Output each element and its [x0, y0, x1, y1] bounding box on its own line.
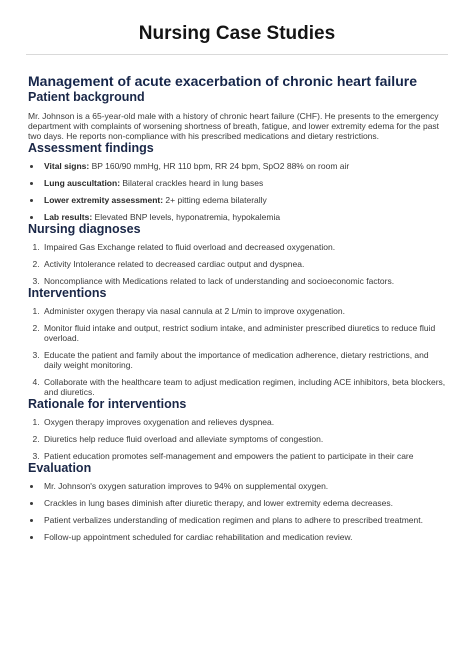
assessment-item-lung-auscultation	[42, 178, 448, 188]
rationale-item: 3. Patient education promotes self-management and empowers the patient to participate in their care	[42, 451, 448, 461]
assessment-item-text: Bilateral crackles heard in lung bases	[120, 178, 264, 188]
intervention-item: 4. Collaborate with the healthcare team to adjust medication regimen, including ACE inhibitors, beta blockers, and diuretics.	[42, 377, 448, 397]
intervention-item: 2. Monitor fluid intake and output, restrict sodium intake, and administer prescribed diuretics to reduce fluid overload.	[42, 323, 448, 343]
evaluation-list	[26, 481, 448, 542]
diagnosis-item: 2. Activity Intolerance related to decreased cardiac output and dyspnea.	[42, 259, 448, 269]
assessment-item-text: 2+ pitting edema bilaterally	[163, 195, 267, 205]
evaluation-item: • Follow-up appointment scheduled for cardiac rehabilitation and medication review.	[42, 532, 448, 542]
assessment-item-text: Elevated BNP levels, hyponatremia, hypokalemia	[92, 212, 281, 222]
interventions-heading: Interventions	[28, 286, 107, 300]
intervention-item: 1. Administer oxygen therapy via nasal cannula at 2 L/min to improve oxygenation.	[42, 306, 448, 316]
document-title: Nursing Case Studies	[138, 23, 336, 44]
title-divider	[26, 54, 448, 55]
intervention-item: 3. Educate the patient and family about the importance of medication adherence, dietary restrictions, and daily weight monitoring.	[42, 350, 448, 370]
evaluation-item: • Patient verbalizes understanding of medication regimen and plans to adhere to prescribed treatment.	[42, 515, 448, 525]
nursing-diagnoses-list	[26, 242, 448, 286]
assessment-item-vital-signs	[42, 161, 448, 171]
nursing-diagnoses-heading: Nursing diagnoses	[28, 222, 141, 236]
assessment-item-label: Vital signs:	[44, 161, 90, 171]
assessment-item-lab-results	[42, 212, 448, 222]
assessment-item-text: BP 160/90 mmHg, HR 110 bpm, RR 24 bpm, SpO2 88% on room air	[89, 161, 350, 171]
evaluation-heading: Evaluation	[28, 461, 92, 475]
assessment-item-lower-extremity	[42, 195, 448, 205]
evaluation-item: • Mr. Johnson's oxygen saturation improves to 94% on supplemental oxygen.	[42, 481, 448, 491]
assessment-item-label: Lower extremity assessment:	[44, 195, 164, 205]
patient-background-text: Mr. Johnson is a 65-year-old male with a history of chronic heart failure (CHF). He presents to the emergency department with complaints of worsening shortness of breath, fatigue, and lower extremity edema for the past two days. He reports non-compliance with his prescribed medications and dietary restrictions.	[28, 111, 440, 141]
diagnosis-item: 3. Noncompliance with Medications related to lack of understanding and socioeconomic factors.	[42, 276, 448, 286]
rationale-heading: Rationale for interventions	[28, 397, 187, 411]
evaluation-item: • Crackles in lung bases diminish after diuretic therapy, and lower extremity edema decreases.	[42, 498, 448, 508]
assessment-findings-list	[26, 161, 448, 222]
assessment-item-label: Lung auscultation:	[44, 178, 121, 188]
rationale-item: 1. Oxygen therapy improves oxygenation and relieves dyspnea.	[42, 417, 448, 427]
patient-background-heading: Patient background	[28, 90, 145, 104]
rationale-item: 2. Diuretics help reduce fluid overload and alleviate symptoms of congestion.	[42, 434, 448, 444]
assessment-item-label: Lab results:	[44, 212, 93, 222]
diagnosis-item: 1. Impaired Gas Exchange related to fluid overload and decreased oxygenation.	[42, 242, 448, 252]
case-title: Management of acute exacerbation of chronic heart failure	[28, 73, 417, 89]
rationale-list	[26, 417, 448, 461]
assessment-findings-heading: Assessment findings	[28, 141, 154, 155]
interventions-list	[26, 306, 448, 397]
